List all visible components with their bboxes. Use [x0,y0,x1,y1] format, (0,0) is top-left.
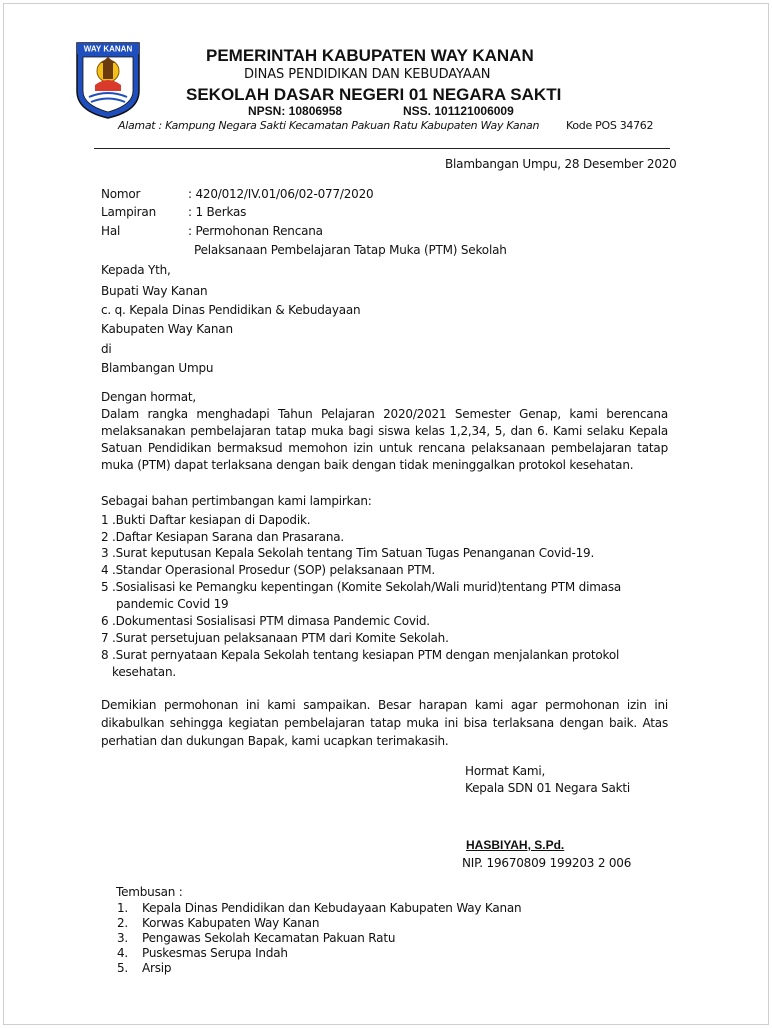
tembusan-number: 2. [117,916,129,930]
attachment-number: 7 [101,631,109,645]
paragraph-line: Satuan Pendidikan bermaksud memohon izin untuk rencana pelaksanaan pembelajaran tatap [101,441,668,455]
closing-line: Demikian permohonan ini kami sampaikan. Besar harapan kami agar permohonan izin ini [101,698,668,712]
paragraph-line: Dalam rangka menghadapi Tahun Pelajaran 2020/2021 Semester Genap, kami berencana [101,407,668,421]
attachment-item-continued: kesehatan. [112,665,176,679]
attachment-number: 1 [101,513,109,527]
nomor-label: Nomor [101,187,141,201]
attachment-number: 4 [101,563,109,577]
tembusan-number: 5. [117,961,129,975]
paragraph-line: melaksanakan pembelajaran tatap muka bagi siswa kelas 1,2,34, 5, dan 6. Kami selaku Kepala [101,424,668,438]
attachment-item: .Dokumentasi Sosialisasi PTM dimasa Pandemic Covid. [112,614,430,628]
recipient-line: Blambangan Umpu [101,361,214,375]
attachment-number: 8 [101,648,109,662]
tembusan-item: Kepala Dinas Pendidikan dan Kebudayaan Kabupaten Way Kanan [142,901,522,915]
tembusan-number: 1. [117,901,129,915]
recipient-line: Bupati Way Kanan [101,284,208,298]
nomor-value: : 420/012/IV.01/06/02-077/2020 [188,187,374,201]
lampiran-value: : 1 Berkas [188,205,247,219]
attachment-number: 5 [101,580,109,594]
greeting: Dengan hormat, [101,390,197,404]
tembusan-item: Arsip [142,961,172,975]
tembusan-number: 3. [117,931,129,945]
signer-position: Kepala SDN 01 Negara Sakti [465,781,631,795]
crest-label: WAY KANAN [83,44,133,54]
recipient-line: Kepada Yth, [101,263,171,277]
lampiran-label: Lampiran [101,205,156,219]
attachment-item: .Surat persetujuan pelaksanaan PTM dari Komite Sekolah. [112,631,449,645]
attachment-item-continued: pandemic Covid 19 [116,597,229,611]
attachment-item: .Bukti Daftar kesiapan di Dapodik. [112,513,311,527]
tembusan-item: Korwas Kabupaten Way Kanan [142,916,320,930]
regards: Hormat Kami, [465,764,546,778]
nss-number: NSS. 101121006009 [403,104,514,118]
hal-value-line1: : Permohonan Rencana [188,224,323,238]
postal-code: Kode POS 34762 [566,119,654,132]
closing-line: perhatian dan dukungan Bapak, kami ucapkan terimakasih. [101,734,449,748]
attachment-item: .Sosialisasi ke Pemangku kepentingan (Komite Sekolah/Wali murid)tentang PTM dimasa [112,580,622,594]
attachment-item: .Standar Operasional Prosedur (SOP) pelaksanaan PTM. [112,563,436,577]
recipient-line: Kabupaten Way Kanan [101,322,233,336]
paragraph-line: muka (PTM) dapat terlaksana dengan baik dengan tidak meninggalkan protokol kesehatan. [101,458,634,472]
school-address: Alamat : Kampung Negara Sakti Kecamatan Pakuan Ratu Kabupaten Way Kanan [118,119,540,132]
attachment-item: .Surat keputusan Kepala Sekolah tentang Tim Satuan Tugas Penanganan Covid-19. [112,546,595,560]
government-title: PEMERINTAH KABUPATEN WAY KANAN [206,46,534,65]
recipient-line: di [101,342,112,356]
way-kanan-crest-logo [75,41,141,119]
attachment-number: 3 [101,546,109,560]
signer-name: HASBIYAH, S.Pd. [466,838,565,852]
header-divider [94,148,670,149]
attachment-item: .Daftar Kesiapan Sarana dan Prasarana. [112,530,345,544]
tembusan-label: Tembusan : [116,885,183,899]
npsn-number: NPSN: 10806958 [248,104,343,118]
tembusan-number: 4. [117,946,129,960]
attachment-number: 2 [101,530,109,544]
attachment-item: .Surat pernyataan Kepala Sekolah tentang kesiapan PTM dengan menjalankan protokol [112,648,620,662]
department-title: DINAS PENDIDIKAN DAN KEBUDAYAAN [244,67,491,82]
recipient-line: c. q. Kepala Dinas Pendidikan & Kebudayaan [101,303,361,317]
hal-label: Hal [101,224,121,238]
hal-value-line2: Pelaksanaan Pembelajaran Tatap Muka (PTM) Sekolah [194,243,507,257]
tembusan-item: Pengawas Sekolah Kecamatan Pakuan Ratu [142,931,396,945]
signer-nip: NIP. 19670809 199203 2 006 [462,856,632,870]
attachment-number: 6 [101,614,109,628]
letter-date: Blambangan Umpu, 28 Desember 2020 [445,157,677,171]
tembusan-item: Puskesmas Serupa Indah [142,946,288,960]
closing-line: dikabulkan sehingga kegiatan pembelajaran tatap muka ini bisa terlaksana dengan baik. Atas [101,716,668,730]
school-title: SEKOLAH DASAR NEGERI 01 NEGARA SAKTI [186,85,562,104]
attachment-intro: Sebagai bahan pertimbangan kami lampirkan: [101,494,372,508]
